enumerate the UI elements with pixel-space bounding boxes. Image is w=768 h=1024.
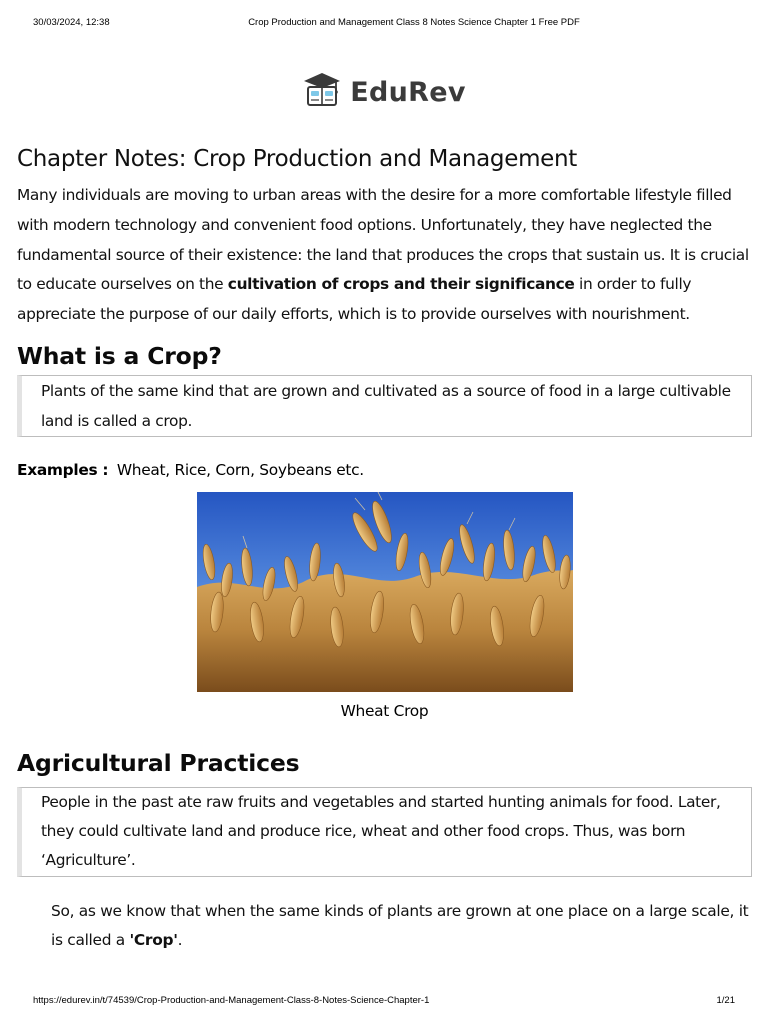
crop-note-paragraph [51,897,752,956]
crop-heading: What is a Crop? [17,341,222,370]
crop-definition-box [17,375,752,437]
chapter-title: Chapter Notes: Crop Production and Management [17,146,578,172]
graduation-cap-book-icon [302,71,342,114]
intro-bold-phrase: cultivation of crops and their significance [227,275,575,294]
page-number: 1/21 [716,995,735,1006]
intro-text-after: in order to fully appreciate the purpose of our daily efforts, which is to provide ourselves with nourishment. [17,275,692,324]
logo-text: EduRev [350,76,466,108]
examples-text: Wheat, Rice, Corn, Soybeans etc. [116,460,364,479]
document-content [17,142,752,956]
crop-definition-text: Plants of the same kind that are grown and cultivated as a source of food in a large cultivable land is called a crop. [41,381,731,430]
print-url[interactable]: https://edurev.in/t/74539/Crop-Production-and-Management-Class-8-Notes-Science-Chapter-1 [33,995,430,1006]
crop-note-after: . [177,931,183,950]
print-footer [0,995,768,1009]
agriculture-definition-box [17,787,752,877]
intro-text-before: Many individuals are moving to urban areas with the desire for a more comfortable lifestyle filled with modern technology and convenient food options. Unfortunately, they have neglected the fundamental source of their existence: the land that produces the crops that sustain us. It is crucial to educate ourselves on the [17,186,749,294]
print-doc-title: Crop Production and Management Class 8 Notes Science Chapter 1 Free PDF [248,17,580,28]
examples-line [17,456,752,484]
print-datetime: 30/03/2024, 12:38 [33,17,110,28]
figure-caption: Wheat Crop [340,701,429,720]
crop-note-before: So, as we know that when the same kinds of plants are grown at one place on a large scale, it is called a [51,901,749,950]
intro-paragraph [17,181,752,330]
agriculture-definition-text: People in the past ate raw fruits and vegetables and started hunting animals for food. Later, they could cultivate land and produce rice, wheat and other food crops. Thus, was born ‘Agriculture’. [41,792,721,870]
print-header [0,17,768,31]
edurev-logo[interactable] [0,72,768,112]
examples-label: Examples : [17,460,109,479]
crop-note-bold: 'Crop' [129,931,178,950]
wheat-crop-image [197,492,573,692]
agricultural-practices-heading: Agricultural Practices [17,748,300,777]
